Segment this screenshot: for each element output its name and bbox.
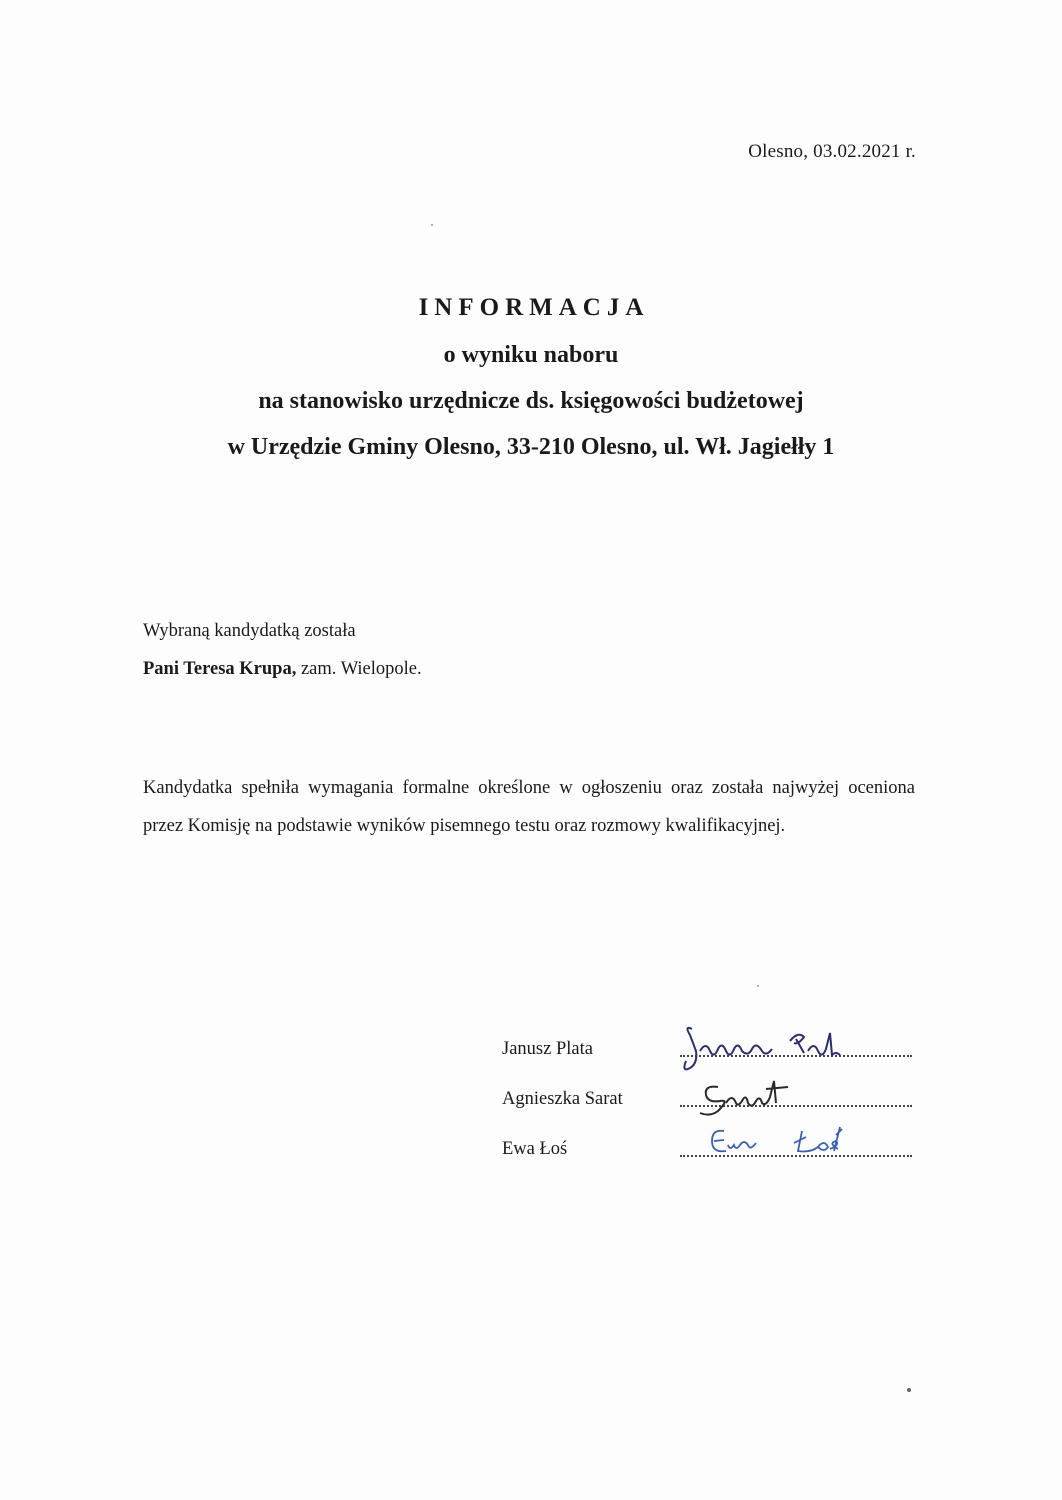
candidate-paragraph	[143, 612, 915, 688]
heading-line-3: w Urzędzie Gminy Olesno, 33-210 Olesno, ul. Wł. Jagiełły 1	[227, 434, 835, 460]
candidate-line	[143, 650, 915, 688]
signatory-name: Ewa Łoś	[502, 1139, 568, 1159]
document-title: INFORMACJA	[418, 294, 650, 321]
signatory-name: Janusz Plata	[502, 1039, 593, 1059]
candidate-residence: zam. Wielopole.	[296, 659, 422, 679]
scan-speck	[431, 224, 433, 226]
heading-line-1: o wyniku naboru	[443, 342, 619, 368]
justification-paragraph: Kandydatka spełniła wymagania formalne określone w ogłoszeniu oraz została najwyżej oceniona przez Komisję na podstawie wyników pisemnego testu oraz rozmowy kwalifikacyjnej.	[143, 778, 915, 836]
document-date: Olesno, 03.02.2021 r.	[748, 141, 916, 162]
signature-image	[678, 1021, 918, 1081]
signature-image	[678, 1121, 918, 1171]
candidate-name: Pani Teresa Krupa,	[143, 659, 297, 679]
scan-speck	[757, 985, 759, 987]
signature-image	[678, 1073, 918, 1123]
document-heading	[0, 290, 1062, 470]
candidate-intro: Wybraną kandydatką została	[143, 621, 356, 641]
signature-row	[502, 1131, 922, 1181]
scan-speck	[907, 1388, 911, 1392]
heading-line-2: na stanowisko urzędnicze ds. księgowości budżetowej	[258, 388, 804, 414]
signatory-name: Agnieszka Sarat	[502, 1089, 623, 1109]
signatures-block	[502, 1031, 922, 1181]
